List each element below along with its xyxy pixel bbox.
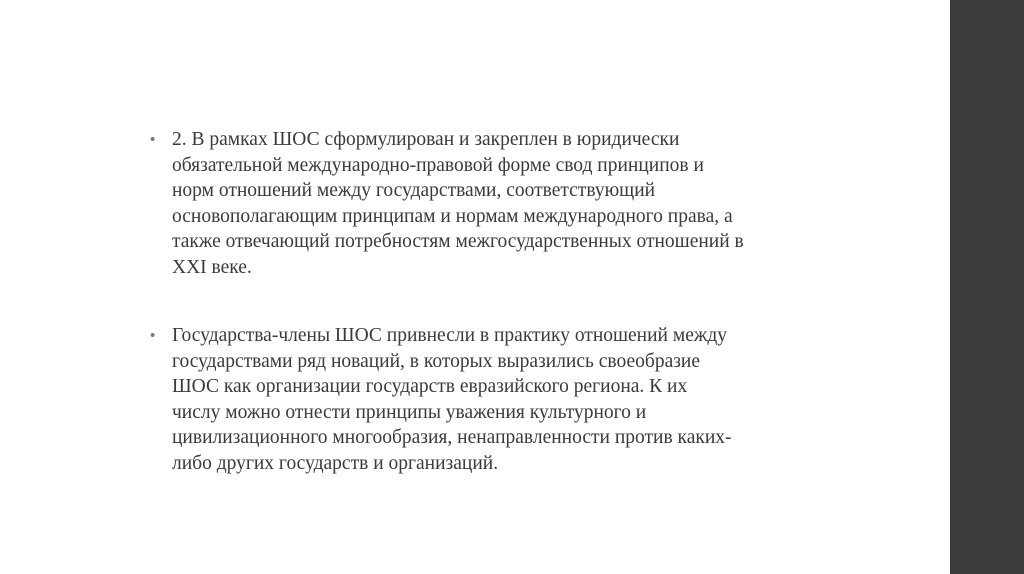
bullet-line: цивилизационного многообразия, ненаправленности против каких-	[172, 427, 732, 448]
bullet-item-2	[150, 323, 850, 476]
side-band	[950, 0, 1024, 574]
bullet-line: ШОС как организации государств евразийского региона. К их	[172, 376, 688, 397]
bullet-line: норм отношений между государствами, соответствующий	[172, 180, 656, 201]
bullet-line: обязательной международно-правовой форме свод принципов и	[172, 154, 704, 176]
bullet-mark: •	[150, 131, 156, 148]
bullet-line: государствами ряд новаций, в которых выразились своеобразие	[172, 350, 701, 372]
bullet-line: числу можно отнести принципы уважения культурного и	[172, 401, 647, 423]
bullet-line: XXI веке.	[172, 256, 252, 278]
bullet-line: также отвечающий потребностям межгосударственных отношений в	[172, 231, 744, 252]
bullet-mark: •	[150, 327, 156, 344]
bullet-line: либо других государств и организаций.	[172, 452, 499, 474]
slide-content	[150, 127, 850, 476]
bullet-line: основополагающим принципам и нормам международного права, а	[172, 205, 733, 227]
bullet-line: Государства-члены ШОС привнесли в практику отношений между	[172, 325, 728, 346]
bullet-line: 2. В рамках ШОС сформулирован и закреплен в юридически	[172, 129, 680, 150]
bullet-item-1	[150, 127, 850, 280]
